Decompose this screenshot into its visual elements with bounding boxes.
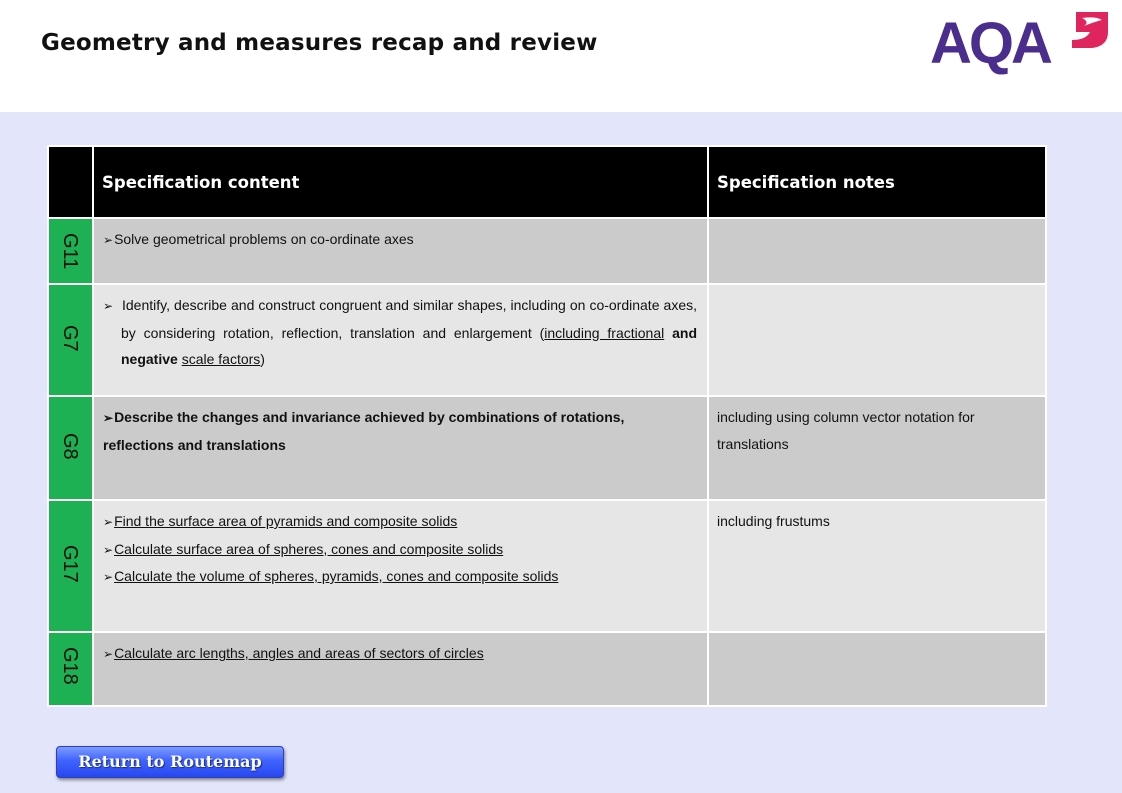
aqa-logo-text: AQA (930, 11, 1050, 76)
row-notes (709, 219, 1045, 226)
row-code: G7 (58, 325, 81, 352)
list-item-text: Calculate the volume of spheres, pyramids, cones and composite solids (114, 568, 559, 584)
list-item (103, 563, 697, 591)
row-notes (709, 633, 1045, 640)
table-row-g18 (48, 632, 1046, 706)
arrow-bullet-icon: ➢ (103, 647, 114, 661)
arrow-bullet-icon: ➢ (103, 542, 114, 557)
arrow-bullet-icon: ➢ (103, 570, 114, 584)
row-code-cell (48, 284, 93, 396)
notes-column-header: Specification notes (708, 146, 1046, 218)
list-item (103, 640, 697, 668)
list-item-text: Calculate surface area of spheres, cones and composite solids (114, 540, 504, 557)
list-item-text: Calculate arc lengths, angles and areas of sectors of circles (114, 645, 484, 661)
arrow-bullet-icon: ➢ (103, 233, 114, 247)
arrow-bullet-icon: ➢ (103, 515, 114, 529)
row-code: G8 (58, 433, 81, 460)
list-item (103, 226, 697, 254)
row-content-cell (93, 500, 708, 632)
list-item-text: Identify, describe and construct congruent and similar shapes, including on co-ordinate axes, by considering rotation, reflection, translation and enlargement ( (121, 297, 697, 341)
code-column-header (48, 146, 93, 218)
row-notes-cell (708, 284, 1046, 396)
row-code: G11 (58, 233, 81, 270)
page-title: Geometry and measures recap and review (41, 30, 598, 56)
content-column-header: Specification content (93, 146, 708, 218)
row-notes-cell (708, 632, 1046, 706)
row-code-cell (48, 396, 93, 500)
row-code-cell (48, 632, 93, 706)
arrow-bullet-icon: ➢ (103, 411, 114, 425)
row-notes: including frustums (717, 513, 830, 529)
row-code: G17 (58, 545, 81, 583)
table-row-g11 (48, 218, 1046, 284)
list-item (103, 404, 697, 458)
arrow-bullet-icon: ➢ (103, 299, 114, 313)
row-code: G18 (58, 647, 81, 685)
row-notes-cell (708, 396, 1046, 500)
underlined-text: scale factors (181, 351, 261, 367)
row-code-cell (48, 500, 93, 632)
table-header-row (48, 146, 1046, 218)
row-notes: including using column vector notation for translations (717, 409, 975, 452)
row-code-cell (48, 218, 93, 284)
list-item-text: Describe the changes and invariance achieved by combinations of rotations, reflections and translations (103, 409, 625, 453)
row-notes-cell (708, 218, 1046, 284)
closing-text: ) (260, 351, 265, 367)
row-content-cell (93, 284, 708, 396)
row-content-cell (93, 632, 708, 706)
aqa-logo-mark-icon (1070, 10, 1110, 50)
row-content-cell (93, 396, 708, 500)
list-item (103, 292, 697, 373)
list-item-text: Solve geometrical problems on co-ordinate axes (114, 231, 414, 247)
list-item (103, 508, 697, 536)
aqa-logo (928, 8, 1112, 78)
row-notes (709, 285, 1045, 292)
list-item-text: Find the surface area of pyramids and composite solids (114, 513, 458, 529)
row-notes-cell (708, 500, 1046, 632)
return-to-routemap-button[interactable]: Return to Routemap (56, 746, 284, 778)
table-row-g17 (48, 500, 1046, 632)
table-row-g7 (48, 284, 1046, 396)
bold-text: and negative (121, 324, 697, 367)
underlined-text: including fractional (544, 324, 665, 341)
table-row-g8 (48, 396, 1046, 500)
row-content-cell (93, 218, 708, 284)
specification-table (47, 145, 1047, 707)
page-header (0, 0, 1122, 112)
list-item (103, 536, 697, 564)
